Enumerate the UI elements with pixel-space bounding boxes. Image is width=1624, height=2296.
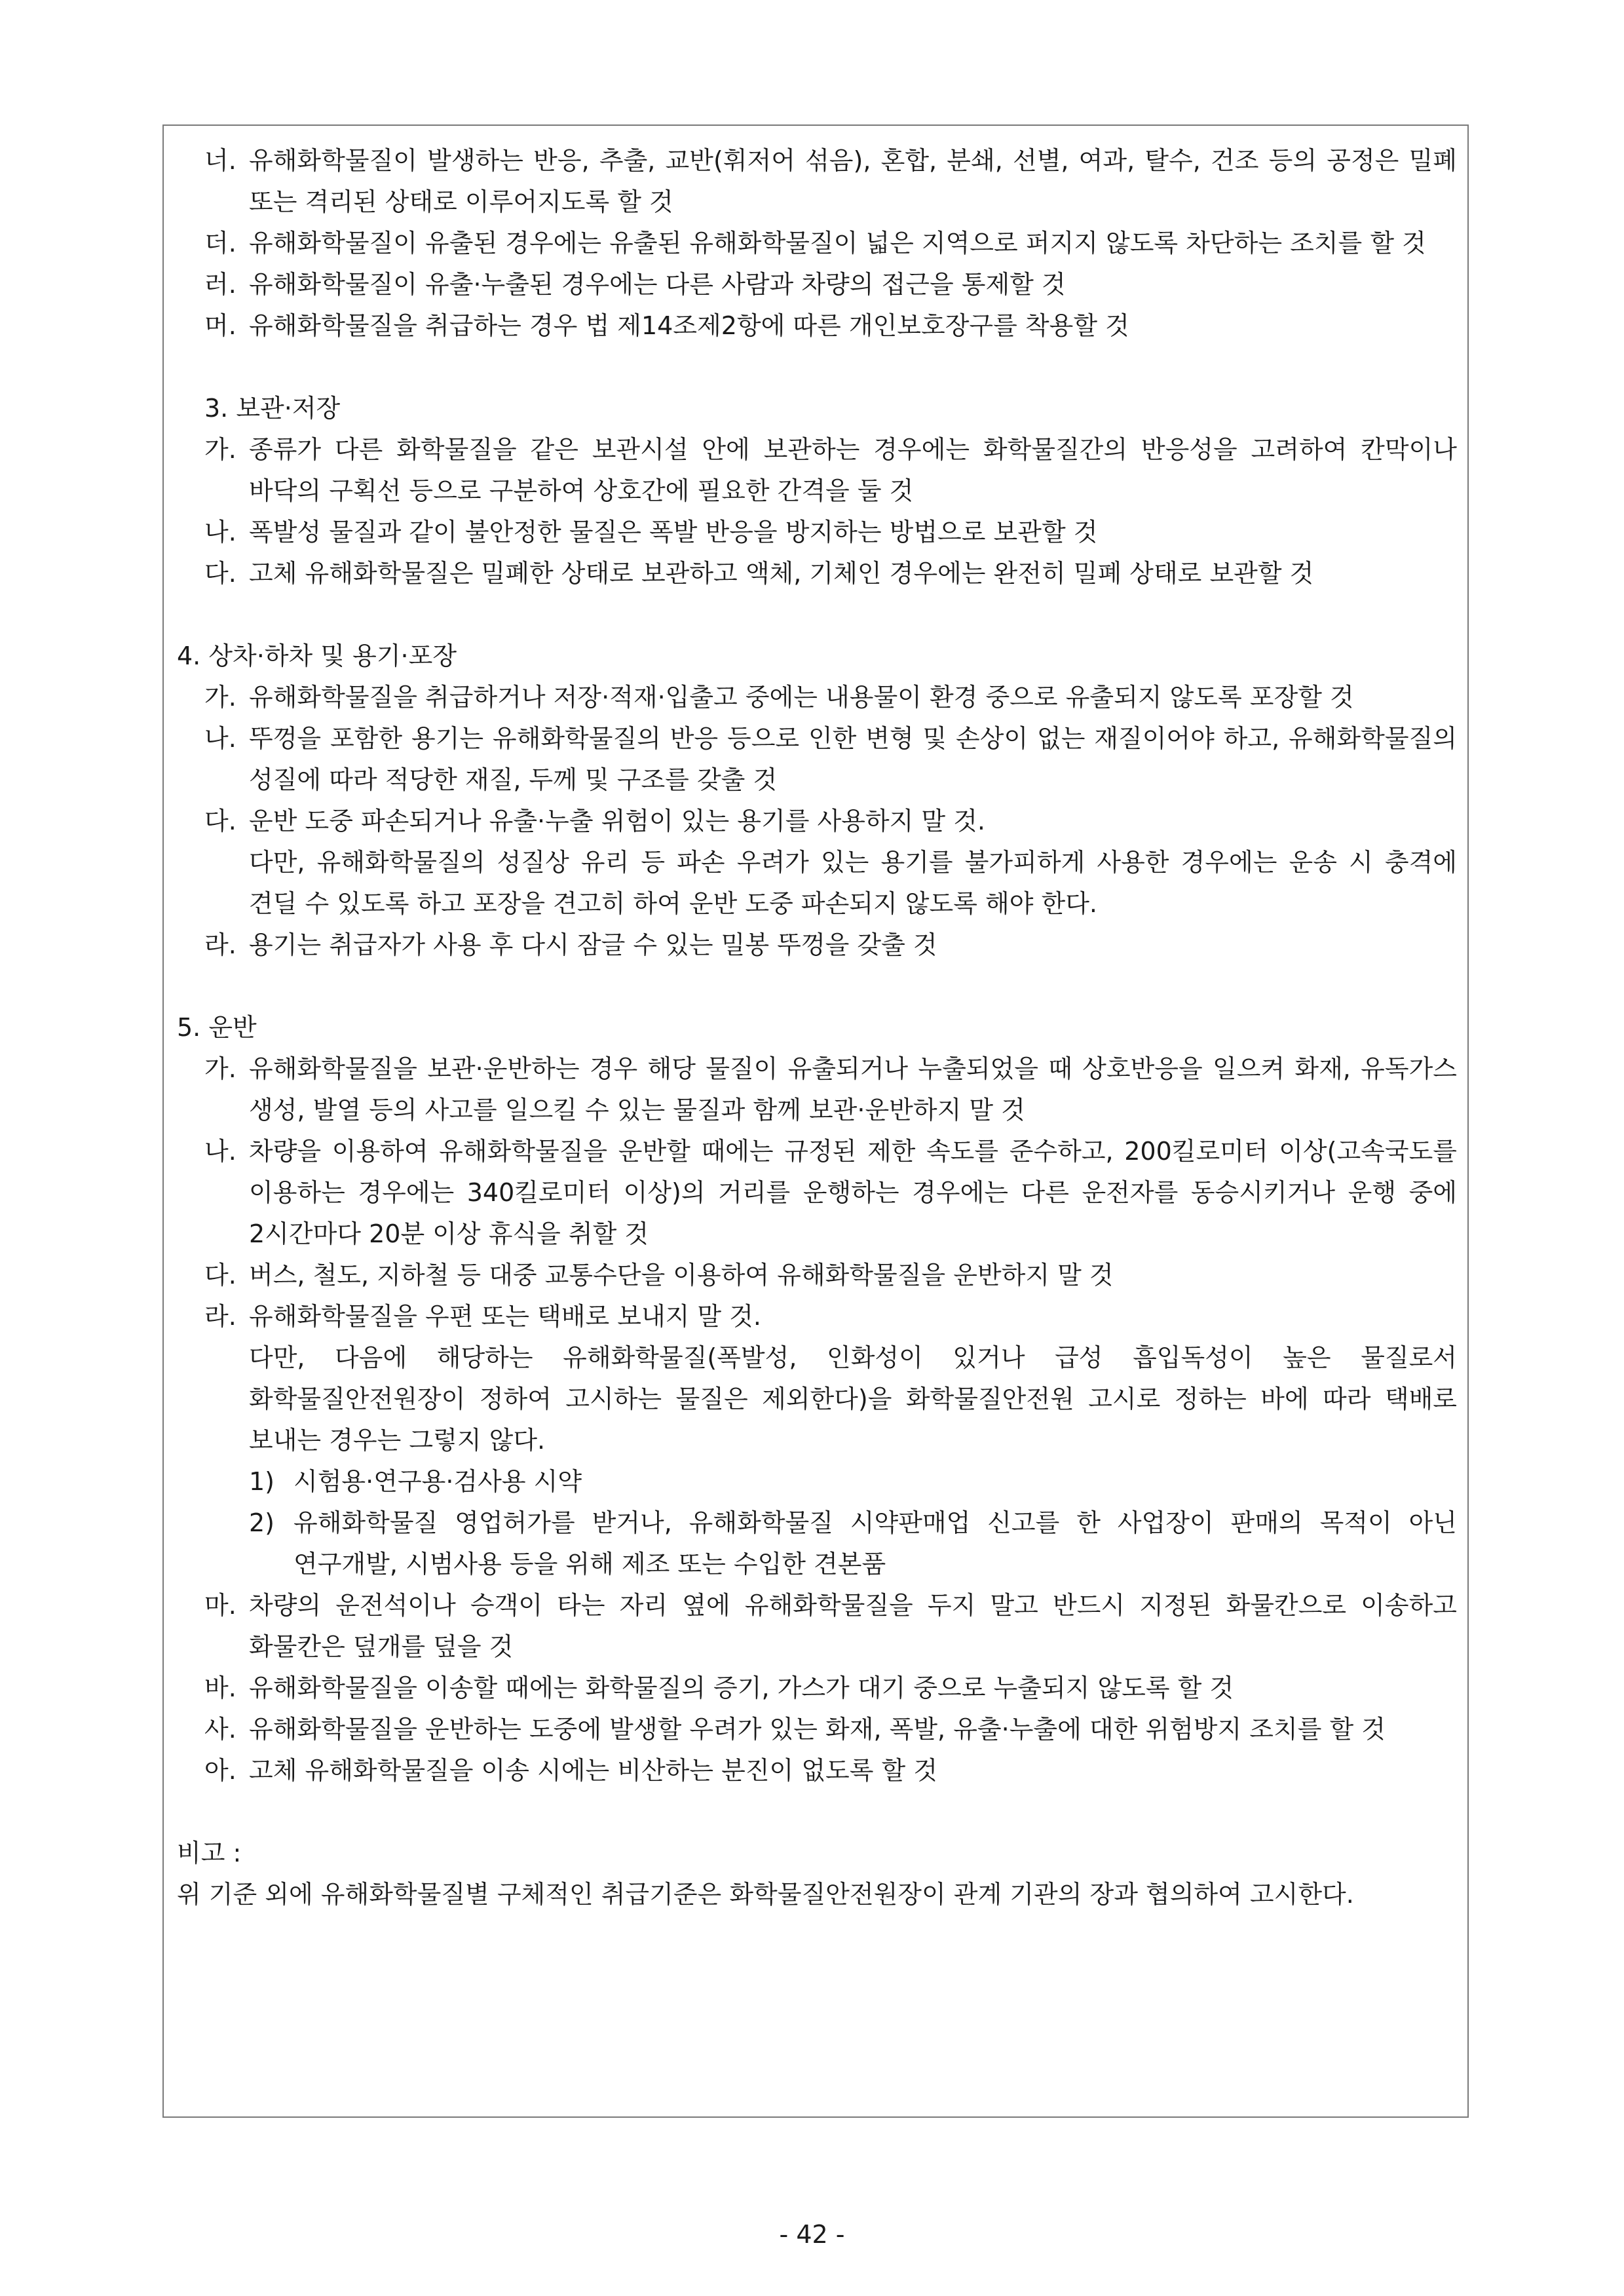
item-proviso: 다만, 유해화학물질의 성질상 유리 등 파손 우려가 있는 용기를 불가피하게 사용한 경우에는 운송 시 충격에 견딜 수 있도록 하고 포장을 견고히 하여 운반 도중 파손되지 않도록 해야 한다. xyxy=(249,848,1457,918)
list-item xyxy=(173,429,1457,512)
item-text: 유해화학물질을 이송할 때에는 화학물질의 증기, 가스가 대기 중으로 누출되지 않도록 할 것 xyxy=(249,1674,1234,1702)
list-item xyxy=(173,1750,1457,1791)
remarks-text: 위 기준 외에 유해화학물질별 구체적인 취급기준은 화학물질안전원장이 관계 기관의 장과 협의하여 고시한다. xyxy=(177,1880,1354,1909)
list-item xyxy=(173,1048,1457,1131)
item-text: 유해화학물질을 운반하는 도중에 발생할 우려가 있는 화재, 폭발, 유출·누출에 대한 위험방지 조치를 할 것 xyxy=(249,1715,1386,1744)
spacer xyxy=(173,594,1457,636)
item-marker: 가. xyxy=(204,435,236,464)
list-item xyxy=(173,718,1457,801)
item-text: 폭발성 물질과 같이 불안정한 물질은 폭발 반응을 방지하는 방법으로 보관할 것 xyxy=(249,518,1098,546)
item-marker: 가. xyxy=(204,683,236,712)
list-item xyxy=(173,1709,1457,1750)
spacer xyxy=(173,347,1457,388)
item-text: 유해화학물질이 유출·누출된 경우에는 다른 사람과 차량의 접근을 통제할 것 xyxy=(249,270,1066,299)
list-item xyxy=(173,305,1457,347)
item-marker: 아. xyxy=(204,1756,236,1785)
page-number: - 42 - xyxy=(779,2220,845,2249)
item-marker: 나. xyxy=(204,1137,236,1166)
sub-item-marker: 1) xyxy=(249,1467,275,1496)
section-heading-loading-packaging: 4. 상차·하차 및 용기·포장 xyxy=(177,641,457,670)
item-text: 차량을 이용하여 유해화학물질을 운반할 때에는 규정된 제한 속도를 준수하고, 200킬로미터 이상(고속국도를 이용하는 경우에는 340킬로미터 이상)의 거리를 운행하는 경우에는 다른 운전자를 동승시키거나 운행 중에 2시간마다 20분 이상 휴식을 취할 것 xyxy=(249,1137,1457,1248)
item-marker: 바. xyxy=(204,1674,236,1702)
section-heading-storage: 3. 보관·저장 xyxy=(204,394,341,423)
sub-item xyxy=(173,1461,1457,1502)
item-text: 유해화학물질이 유출된 경우에는 유출된 유해화학물질이 넓은 지역으로 퍼지지 않도록 차단하는 조치를 할 것 xyxy=(249,229,1426,258)
spacer xyxy=(173,1791,1457,1833)
document-body xyxy=(173,140,1457,1915)
sub-item-marker: 2) xyxy=(249,1508,275,1537)
item-text: 종류가 다른 화학물질을 같은 보관시설 안에 보관하는 경우에는 화학물질간의 반응성을 고려하여 칸막이나 바닥의 구획선 등으로 구분하여 상호간에 필요한 간격을 둘 것 xyxy=(249,435,1457,505)
item-proviso: 다만, 다음에 해당하는 유해화학물질(폭발성, 인화성이 있거나 급성 흡입독성이 높은 물질로서 화학물질안전원장이 정하여 고시하는 물질은 제외한다)을 화학물질안전원 고시로 정하는 바에 따라 택배로 보내는 경우는 그렇지 않다. xyxy=(249,1343,1457,1455)
item-marker: 나. xyxy=(204,724,236,753)
item-text: 뚜껑을 포함한 용기는 유해화학물질의 반응 등으로 인한 변형 및 손상이 없는 재질이어야 하고, 유해화학물질의 성질에 따라 적당한 재질, 두께 및 구조를 갖출 것 xyxy=(249,724,1457,794)
item-marker: 나. xyxy=(204,518,236,546)
item-marker: 더. xyxy=(204,229,236,258)
item-text: 유해화학물질을 우편 또는 택배로 보내지 말 것. xyxy=(249,1302,762,1331)
item-marker: 러. xyxy=(204,270,236,299)
item-marker: 다. xyxy=(204,807,236,835)
item-marker: 라. xyxy=(204,1302,236,1331)
list-item xyxy=(173,1668,1457,1709)
item-marker: 머. xyxy=(204,311,236,340)
list-item xyxy=(173,264,1457,305)
item-text: 유해화학물질을 취급하는 경우 법 제14조제2항에 따른 개인보호장구를 착용할 것 xyxy=(249,311,1129,340)
list-item xyxy=(173,512,1457,553)
item-marker: 라. xyxy=(204,930,236,959)
item-marker: 사. xyxy=(204,1715,236,1744)
list-item xyxy=(173,801,1457,842)
item-text: 유해화학물질을 보관·운반하는 경우 해당 물질이 유출되거나 누출되었을 때 상호반응을 일으켜 화재, 유독가스 생성, 발열 등의 사고를 일으킬 수 있는 물질과 함께 보관·운반하지 말 것 xyxy=(249,1054,1457,1124)
list-item xyxy=(173,223,1457,264)
sub-item-text: 시험용·연구용·검사용 시약 xyxy=(293,1467,582,1496)
list-item xyxy=(173,553,1457,594)
list-item xyxy=(173,925,1457,966)
item-text: 고체 유해화학물질을 이송 시에는 비산하는 분진이 없도록 할 것 xyxy=(249,1756,938,1785)
item-marker: 너. xyxy=(204,146,236,175)
item-text: 운반 도중 파손되거나 유출·누출 위험이 있는 용기를 사용하지 말 것. xyxy=(249,807,985,835)
spacer xyxy=(173,966,1457,1007)
list-item xyxy=(173,1255,1457,1296)
item-marker: 다. xyxy=(204,1261,236,1290)
sub-item xyxy=(173,1502,1457,1585)
list-item xyxy=(173,1131,1457,1255)
list-item xyxy=(173,1296,1457,1337)
item-marker: 마. xyxy=(204,1591,236,1620)
item-text: 용기는 취급자가 사용 후 다시 잠글 수 있는 밀봉 뚜껑을 갖출 것 xyxy=(249,930,937,959)
list-item xyxy=(173,1585,1457,1668)
section-heading-transport: 5. 운반 xyxy=(177,1013,257,1042)
item-marker: 다. xyxy=(204,559,236,588)
remarks-title: 비고 : xyxy=(177,1839,242,1867)
item-text: 고체 유해화학물질은 밀폐한 상태로 보관하고 액체, 기체인 경우에는 완전히 밀폐 상태로 보관할 것 xyxy=(249,559,1314,588)
sub-item-text: 유해화학물질 영업허가를 받거나, 유해화학물질 시약판매업 신고를 한 사업장이 판매의 목적이 아닌 연구개발, 시범사용 등을 위해 제조 또는 수입한 견본품 xyxy=(293,1508,1457,1578)
item-text: 버스, 철도, 지하철 등 대중 교통수단을 이용하여 유해화학물질을 운반하지 말 것 xyxy=(249,1261,1114,1290)
list-item xyxy=(173,677,1457,718)
item-text: 차량의 운전석이나 승객이 타는 자리 옆에 유해화학물질을 두지 말고 반드시 지정된 화물칸으로 이송하고 화물칸은 덮개를 덮을 것 xyxy=(249,1591,1457,1661)
item-marker: 가. xyxy=(204,1054,236,1083)
list-item xyxy=(173,140,1457,223)
item-text: 유해화학물질을 취급하거나 저장·적재·입출고 중에는 내용물이 환경 중으로 유출되지 않도록 포장할 것 xyxy=(249,683,1354,712)
item-text: 유해화학물질이 발생하는 반응, 추출, 교반(휘저어 섞음), 혼합, 분쇄, 선별, 여과, 탈수, 건조 등의 공정은 밀폐 또는 격리된 상태로 이루어지도록 할 것 xyxy=(249,146,1457,216)
